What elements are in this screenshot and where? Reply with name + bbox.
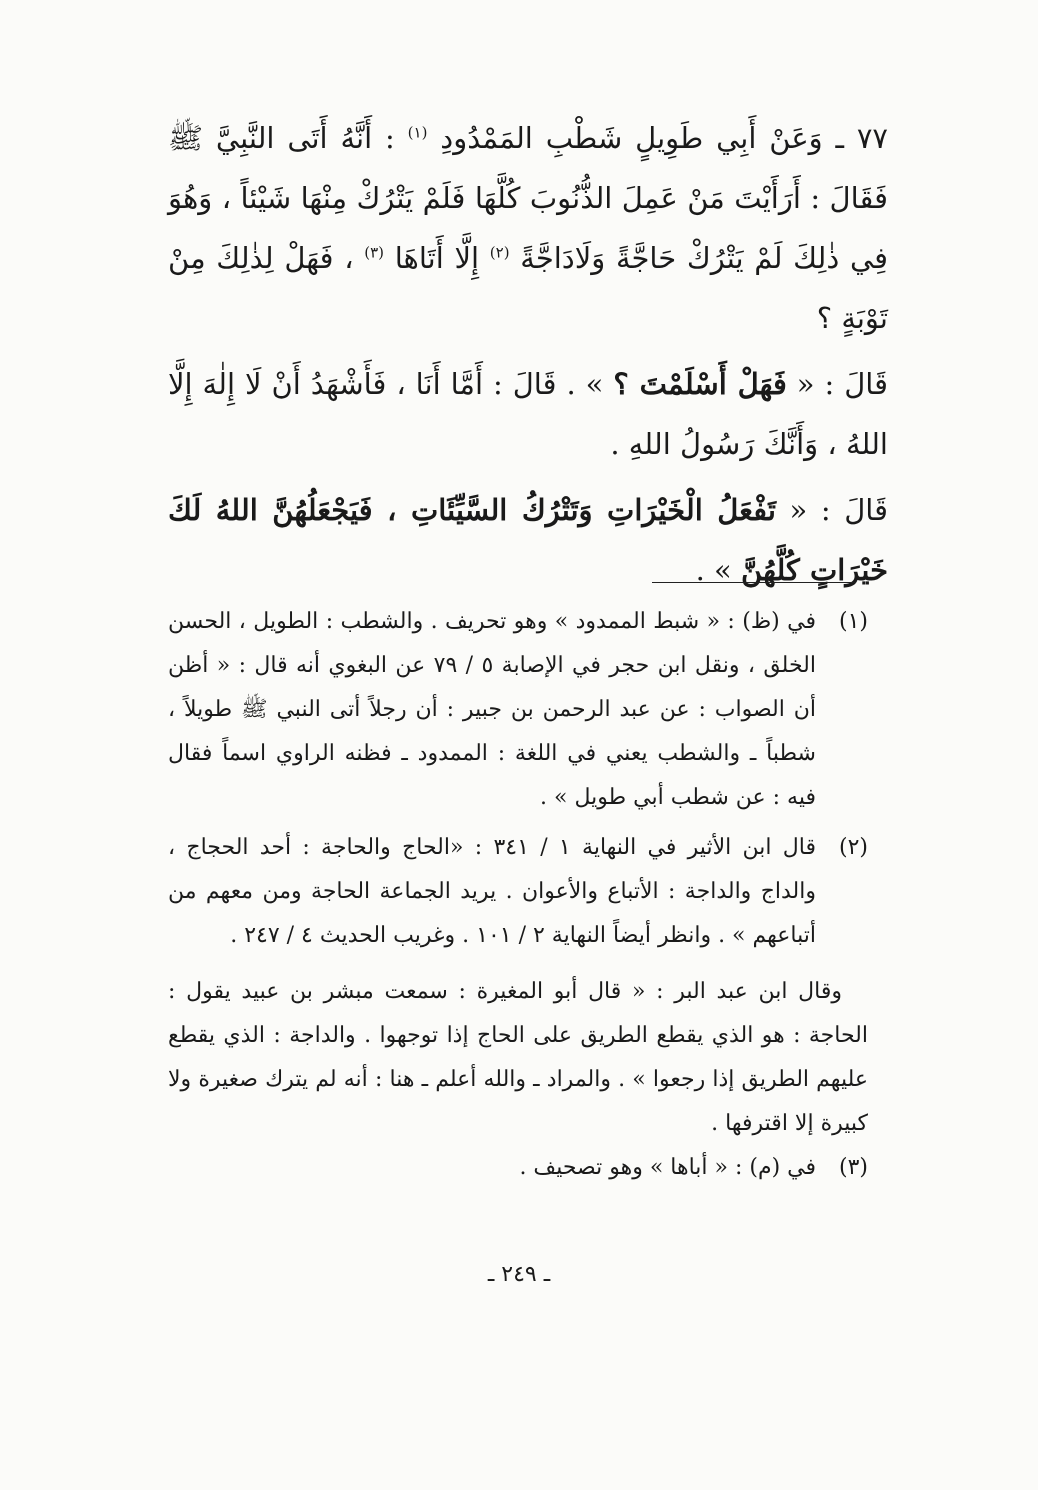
- hadith-paragraph-2: [168, 354, 888, 474]
- main-text: [168, 108, 888, 606]
- footnote-text: قال ابن الأثير في النهاية ١ / ٣٤١ : «الحاج والحاجة : أحد الحجاج ، والداج والداجة : الأتباع والأعوان . يريد الجماعة الحاجة ومن معهم من أتباعهم » . وانظر أيضاً النهاية ٢ / ١٠١ . وغريب الحديث ٤ / ٢٤٧ .: [168, 835, 816, 948]
- prophet-quote: تَفْعَلُ الْخَيْرَاتِ وَتَتْرُكُ السَّيِّئَاتِ ، فَيَجْعَلُهُنَّ اللهُ لَكَ خَيْرَاتٍ كُلَّهُنَّ: [168, 493, 888, 587]
- hadith-text: قَالَ : «: [796, 367, 889, 401]
- footnote-2-continuation: وقال ابن عبد البر : « قال أبو المغيرة : سمعت مبشر بن عبيد يقول : الحاجة : هو الذي يقطع الطريق على الحاج إذا توجهوا . والداجة : الذي يقطع عليهم الطريق إذا رجعوا » . والمراد ـ والله أعلم ـ هنا : أنه لم يترك صغيرة ولا كبيرة إلا اقترفها .: [168, 979, 868, 1136]
- footnote-marker-3: (٣): [364, 243, 385, 262]
- hadith-text: ٧٧ ـ وَعَنْ أَبِي طَوِيلٍ شَطْبِ المَمْدُودِ: [440, 121, 888, 155]
- hadith-text: إِلَّا أَتَاهَا: [394, 241, 480, 275]
- hadith-text: قَالَ : «: [789, 493, 889, 527]
- hadith-text: : أَنَّهُ أَتَى النَّبِيَّ ﷺ فَقَالَ : أَرَأَيْتَ مَنْ عَمِلَ الذُّنُوبَ كُلَّهَا فَلَمْ يَتْرُكْ مِنْهَا شَيْئاً ، وَهُوَ فِي ذٰلِكَ لَمْ يَتْرُكْ حَاجَّةً وَلَادَاجَّةً: [168, 121, 889, 275]
- footnote-marker-1: (١): [407, 123, 428, 142]
- footnote-marker-2: (٢): [489, 243, 510, 262]
- footnote-text: في (ظ) : « شبط الممدود » وهو تحريف . والشطب : الطويل ، الحسن الخلق ، ونقل ابن حجر في الإصابة ٥ / ٧٩ عن البغوي أنه قال : « أظن أن الصواب : عن عبد الرحمن بن جبير : أن رجلاً أتى النبي ﷺ طويلاً ، شطباً ـ والشطب يعني في اللغة : الممدود ـ فظنه الراوي اسماً فقال فيه : عن شطب أبي طويل » .: [168, 609, 816, 810]
- hadith-paragraph-1: [168, 108, 888, 348]
- footnote-3: [168, 1146, 868, 1190]
- footnote-number: (١): [838, 609, 868, 634]
- footnotes: [168, 600, 868, 1196]
- footnote-1: [168, 600, 868, 820]
- prophet-quote: فَهَلْ أَسْلَمْتَ ؟: [613, 367, 787, 401]
- footnote-2: [168, 826, 868, 958]
- hadith-text: ، فَهَلْ لِذٰلِكَ مِنْ تَوْبَةٍ ؟: [168, 241, 888, 335]
- footnote-number: (٣): [838, 1155, 868, 1180]
- footnote-number: (٢): [838, 835, 868, 860]
- footnote-text: في (م) : « أباها » وهو تصحيف .: [519, 1155, 816, 1180]
- hadith-text: » . قَالَ : أَمَّا أَنَا ، فَأَشْهَدُ أَنْ لَا إِلٰهَ إِلَّا اللهُ ، وَأَنَّكَ رَسُولُ اللهِ .: [168, 367, 888, 461]
- page-number: ـ ٢٤٩ ـ: [487, 1262, 551, 1287]
- footnote-separator: [652, 582, 856, 583]
- hadith-text: » .: [695, 553, 732, 587]
